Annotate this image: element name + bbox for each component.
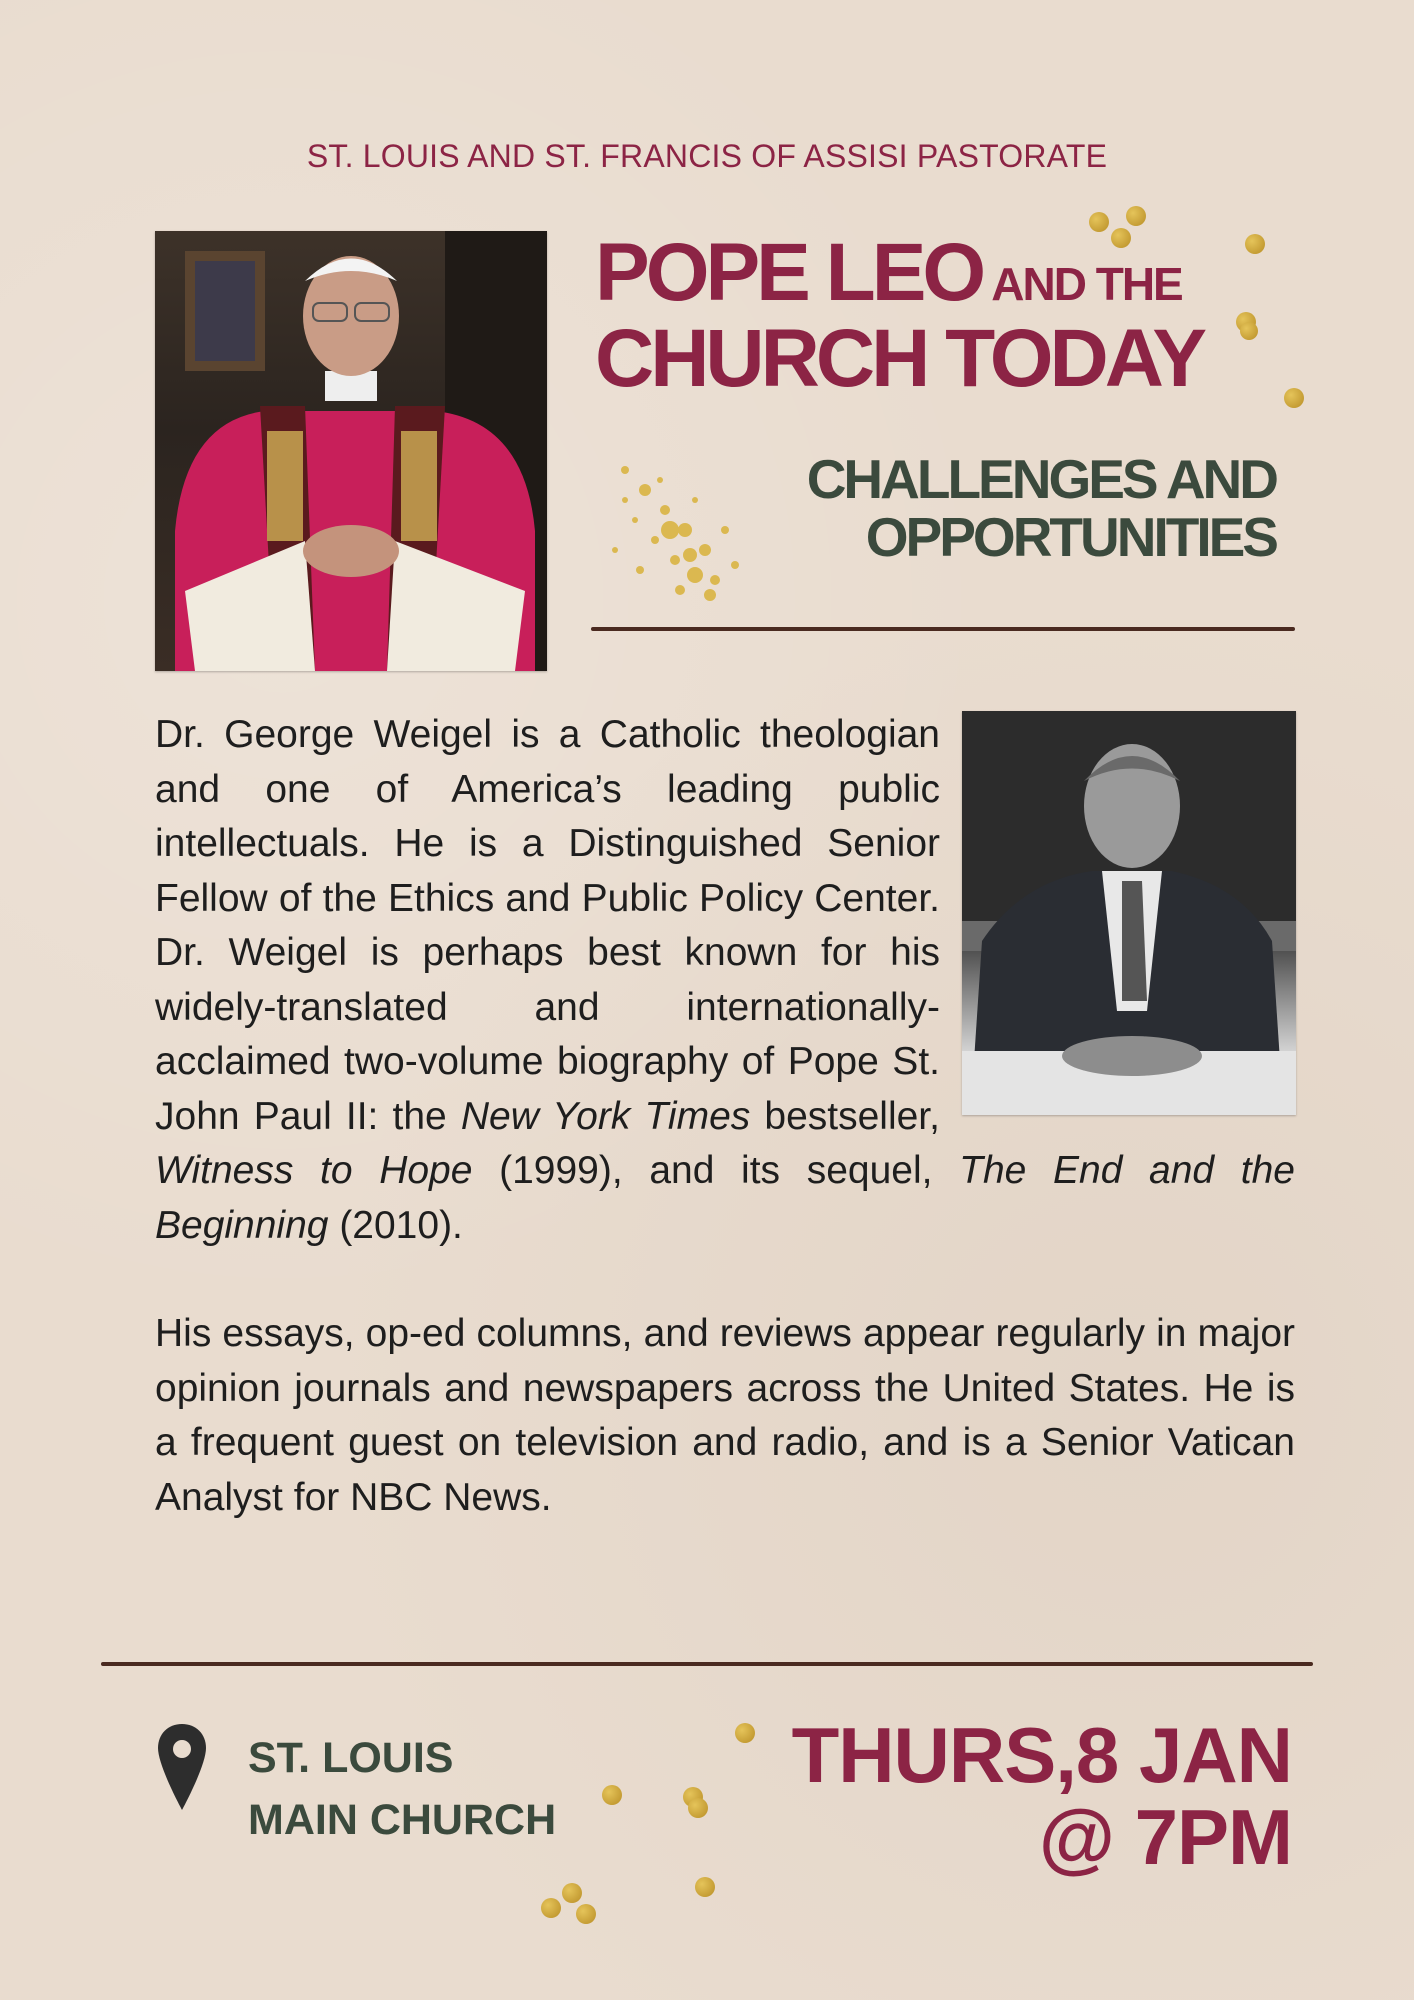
bio-paragraph-2: His essays, op-ed columns, and reviews appear regularly in major opinion journals and newspapers across the United States. He is a frequent guest on television and radio, and is a Senior Vatican Analyst for NBC News. — [155, 1312, 1295, 1519]
subtitle-line1: CHALLENGES AND — [806, 448, 1276, 510]
gold-dot-decoration — [1245, 234, 1265, 254]
gold-dot-decoration — [602, 1785, 622, 1805]
event-datetime — [791, 1711, 1292, 1881]
subtitle-line2: OPPORTUNITIES — [865, 506, 1276, 568]
event-time: @ 7PM — [1038, 1793, 1292, 1881]
bio-text: Pope St. John Paul II: the — [155, 1040, 940, 1138]
book-title-witness-to-hope: Witness to Hope — [155, 1149, 473, 1192]
event-title-line1 — [595, 227, 1182, 318]
gold-dot-decoration — [1089, 212, 1109, 232]
title-small: AND THE — [982, 258, 1182, 310]
pope-leo-photo — [155, 231, 547, 671]
bio-text: (1999), and its sequel, — [472, 1149, 960, 1192]
speaker-biography — [155, 708, 1295, 1525]
gold-dot-decoration — [541, 1898, 561, 1918]
venue-line2: MAIN CHURCH — [248, 1796, 557, 1844]
footer-divider — [101, 1662, 1313, 1666]
section-divider — [591, 627, 1295, 631]
gold-dot-decoration — [1126, 206, 1146, 226]
map-pin-icon — [156, 1722, 208, 1812]
venue-line1: ST. LOUIS — [248, 1734, 454, 1782]
photo-float-spacer — [940, 708, 1295, 1120]
gold-dot-decoration — [1284, 388, 1304, 408]
pope-portrait-illustration — [155, 231, 547, 671]
event-date: THURS,8 JAN — [791, 1711, 1292, 1799]
bio-text: (2010). — [328, 1203, 463, 1247]
gold-dot-decoration — [1240, 322, 1258, 340]
event-venue — [248, 1727, 556, 1851]
book-title-newspaper: New York Times — [460, 1094, 751, 1138]
gold-splash-decoration — [565, 430, 775, 610]
book-title-end-and-beginning: The End and the Beginning — [155, 1149, 1296, 1247]
gold-dot-decoration — [1111, 228, 1131, 248]
title-main: POPE LEO — [595, 227, 983, 318]
event-subtitle — [807, 450, 1276, 566]
bio-text: Dr. George Weigel is a Catholic theologian and one of America’s leading public intellectuals. He is a Distinguished Senior Fellow of the Ethics and Public Policy Center. Dr. Weigel is perhaps best known for his widely-translated and internationally-acclaimed two-volume biography of — [155, 713, 940, 1083]
gold-dot-decoration — [562, 1883, 582, 1903]
gold-dot-decoration — [576, 1904, 596, 1924]
bio-text: bestseller, — [750, 1094, 940, 1138]
gold-dot-decoration — [688, 1798, 708, 1818]
gold-dot-decoration — [695, 1877, 715, 1897]
gold-dot-decoration — [735, 1723, 755, 1743]
organization-name: ST. LOUIS AND ST. FRANCIS OF ASSISI PASTORATE — [306, 138, 1108, 174]
event-title-line2: CHURCH TODAY — [595, 313, 1204, 404]
